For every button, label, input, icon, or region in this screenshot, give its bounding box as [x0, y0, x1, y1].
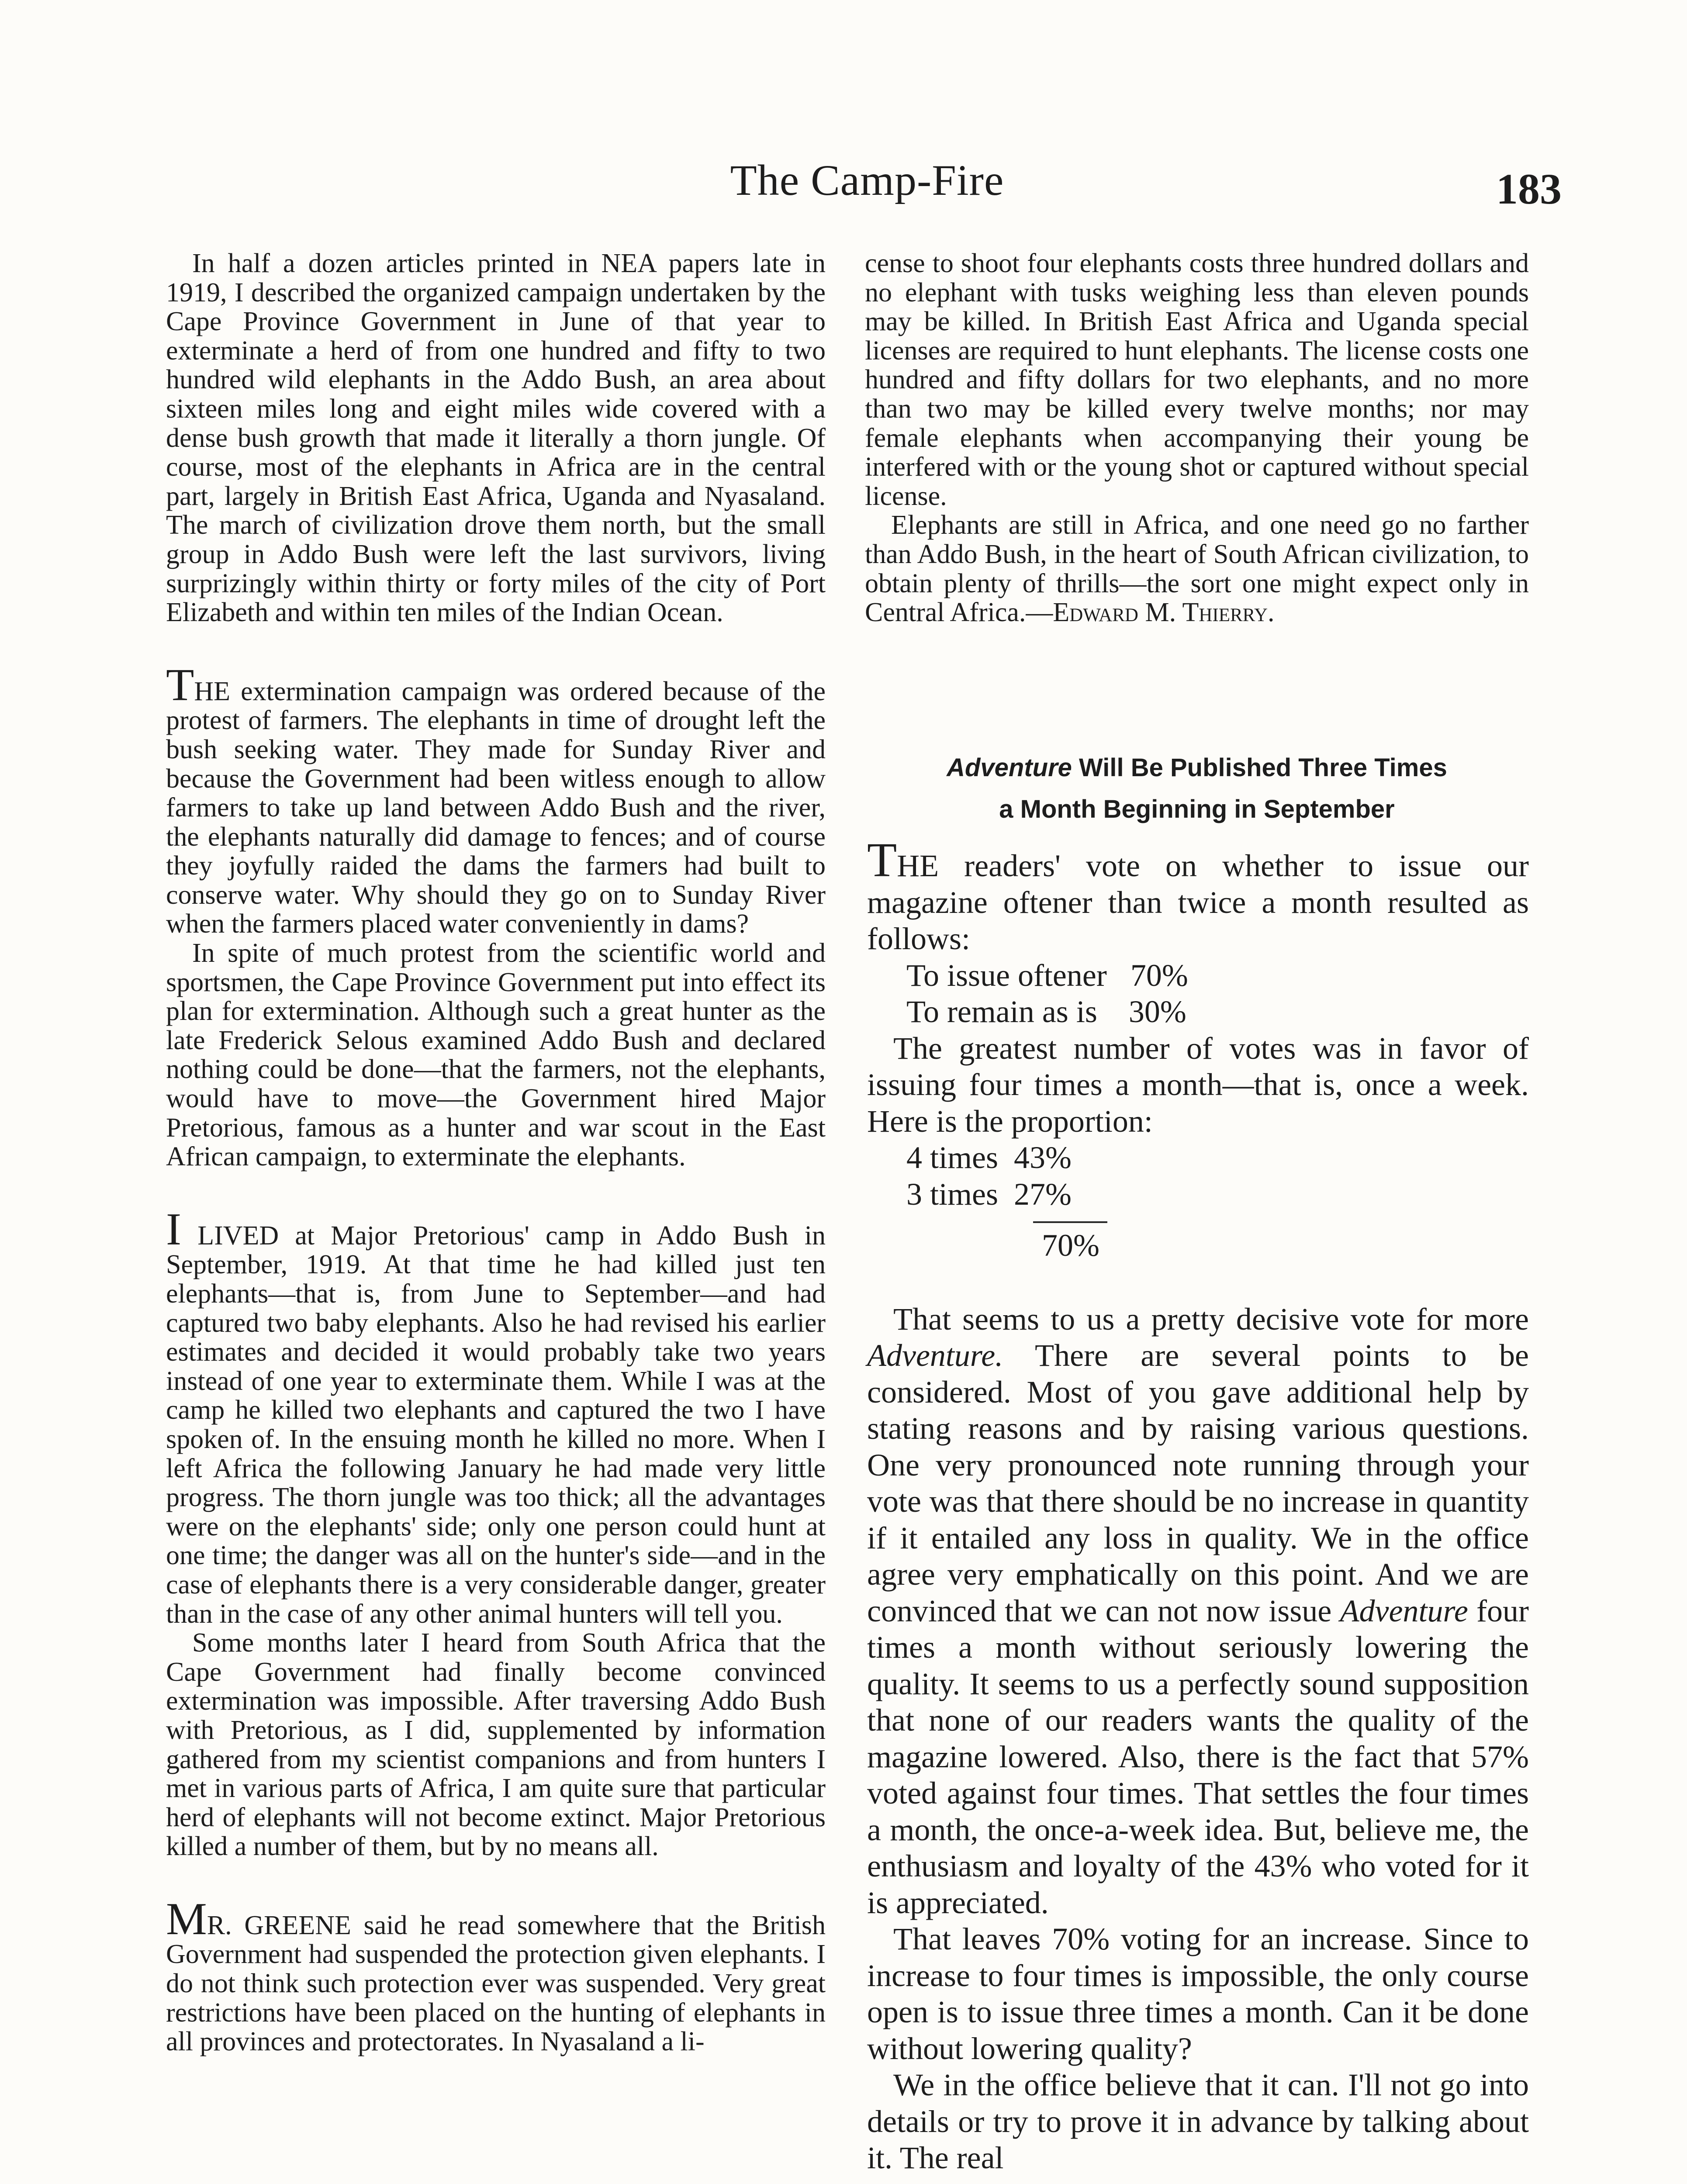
paragraph: We in the office believe that it can. I'll not go into details or try to prove it in advance by talking about it. The real	[867, 2067, 1529, 2175]
paragraph-text: R. GREENE said he read somewhere that the British Government had suspended the protection given elephants. I do not think such protection ever was suspended. Very great restrictions have been placed on the hunting of elephants in all provinces and protectorates. In Nyasaland a li-	[166, 1910, 826, 2057]
paragraph-text: four times a month without seriously lowering the quality. It seems to us a perfectly sound supposition that none of our readers wants the quality of the magazine lowered. Also, there is the fact that 57% voted against four times. That settles the four times a month, the once-a-week idea. But, believe me, the enthusiasm and loyalty of the 43% who voted for it is appreciated.	[867, 1593, 1529, 1920]
paragraph: Some months later I heard from South Africa that the Cape Government had finally become convinced extermination was impossible. After traversing Addo Bush with Pretorious, as I did, supplemented by information gathered from my scientist companions and from hunters I met in various parts of Africa, I am quite sure that particular herd of elephants will not become extinct. Major Pretorious killed a number of them, but by no means all.	[166, 1628, 826, 1862]
paragraph	[867, 1301, 1529, 1921]
paragraph-text: Elephants are still in Africa, and one need go no farther than Addo Bush, in the heart of South African civilization, to obtain plenty of thrills—the sort one might expect only in Central Africa.—	[865, 510, 1529, 628]
sum-rule	[1033, 1221, 1107, 1223]
paragraph	[166, 1203, 826, 1629]
drop-cap: T	[166, 659, 194, 710]
running-head-title: The Camp-Fire	[730, 156, 1004, 204]
vote-row: To issue oftener 70%	[906, 957, 1188, 993]
paragraph	[865, 511, 1529, 627]
right-column-top	[865, 249, 1529, 627]
paragraph-text: LIVED at Major Pretorious' camp in Addo Bush in September, 1919. At that time he had killed just ten elephants—that is, from June to September—and had captured two baby elephants. Also he had revised his earlier estimates and decided it would probably take two years instead of one year to exterminate them. While I was at the camp he killed two elephants and captured the two I have spoken of. In the ensuing month he killed no more. When I left Africa the following January he had made very little progress. The thorn jungle was too thick; all the advantages were on the elephants' side; only one person could hunt at one time; the danger was all on the hunter's side—and in the case of elephants there is a very considerable danger, greater than in the case of any other animal hunters will tell you.	[166, 1220, 826, 1629]
paragraph	[166, 1893, 826, 2057]
paragraph	[166, 659, 826, 939]
paragraph: In half a dozen articles printed in NEA papers late in 1919, I described the organized campaign undertaken by the Cape Province Government in June of that year to exterminate a herd of from one hundred and fifty to two hundred wild elephants in the Addo Bush, an area about sixteen miles long and eight miles wide covered with a dense bush growth that made it literally a thorn jungle. Of course, most of the elephants in Africa are in the central part, largely in British East Africa, Uganda and Nyasaland. The march of civilization drove them north, but the small group in Addo Bush were left the last survivors, living surprizingly within thirty or forty miles of the city of Port Elizabeth and within ten miles of the Indian Ocean.	[166, 249, 826, 628]
paragraph-text: There are several points to be considered. Most of you gave additional help by stating reasons and by raising various questions. One very pronounced note running through your vote was that there should be no increase in quantity if it entailed any loss in quality. We in the office agree very emphatically on this point. And we are convinced that we can not now issue	[867, 1338, 1529, 1628]
proportion-row: 4 times 43%	[906, 1140, 1072, 1175]
drop-cap: T	[867, 833, 897, 887]
section-heading-text: Will Be Published Three Times	[1072, 753, 1447, 782]
magazine-name: Adventure.	[867, 1338, 1003, 1373]
drop-cap: M	[166, 1893, 207, 1944]
paragraph: The greatest number of votes was in favor of issuing four times a month—that is, once a week. Here is the proportion:	[867, 1030, 1529, 1139]
vote-row: To remain as is 30%	[906, 994, 1186, 1029]
paragraph-text: That seems to us a pretty decisive vote for more	[893, 1301, 1529, 1337]
section-heading-line-2: a Month Beginning in September	[999, 795, 1395, 823]
page-number: 183	[1496, 165, 1562, 213]
section-heading	[865, 753, 1529, 782]
magazine-name: Adventure	[1340, 1593, 1468, 1628]
paragraph-text: HE extermination campaign was ordered because of the protest of farmers. The elephants in time of drought left the bush seeking water. They made for Sunday River and because the Government had been witless enough to allow farmers to take up land between Addo Bush and the river, the elephants naturally did damage to fences; and of course they joyfully raided the dams the farmers had built to conserve water. Why should they go on to Sunday River when the farmers placed water conveniently in dams?	[166, 676, 826, 939]
proportion-row: 3 times 27%	[906, 1176, 1072, 1212]
paragraph-text: HE readers' vote on whether to issue our magazine oftener than twice a month resulted as follows:	[867, 848, 1529, 956]
magazine-name: Adventure	[947, 753, 1072, 782]
paragraph: In spite of much protest from the scientific world and sportsmen, the Cape Province Government put into effect its plan for extermination. Although such a great hunter as the late Frederick Selous examined Addo Bush and declared nothing could be done—that the farmers, not the elephants, would have to move—the Government hired Major Pretorious, famous as a hunter and war scout in the East African campaign, to exterminate the elephants.	[166, 938, 826, 1172]
paragraph	[867, 833, 1529, 957]
paragraph: cense to shoot four elephants costs three hundred dollars and no elephant with tusks weighing less than eleven pounds may be killed. In British East Africa and Uganda special licenses are required to hunt elephants. The license costs one hundred and fifty dollars for two elephants, and no more than two may be killed every twelve months; nor may female elephants when accompanying their young be interfered with or the young shot or captured without special license.	[865, 249, 1529, 511]
right-column-main	[867, 833, 1529, 2177]
left-column	[166, 249, 826, 2056]
proportion-total: 70%	[1042, 1228, 1099, 1263]
drop-cap: I	[166, 1203, 182, 1254]
paragraph: That leaves 70% voting for an increase. Since to increase to four times is impossible, the only course open is to issue three times a month. Can it be done without lowering quality?	[867, 1921, 1529, 2066]
author-signature: Edward M. Thierry.	[1053, 598, 1275, 628]
